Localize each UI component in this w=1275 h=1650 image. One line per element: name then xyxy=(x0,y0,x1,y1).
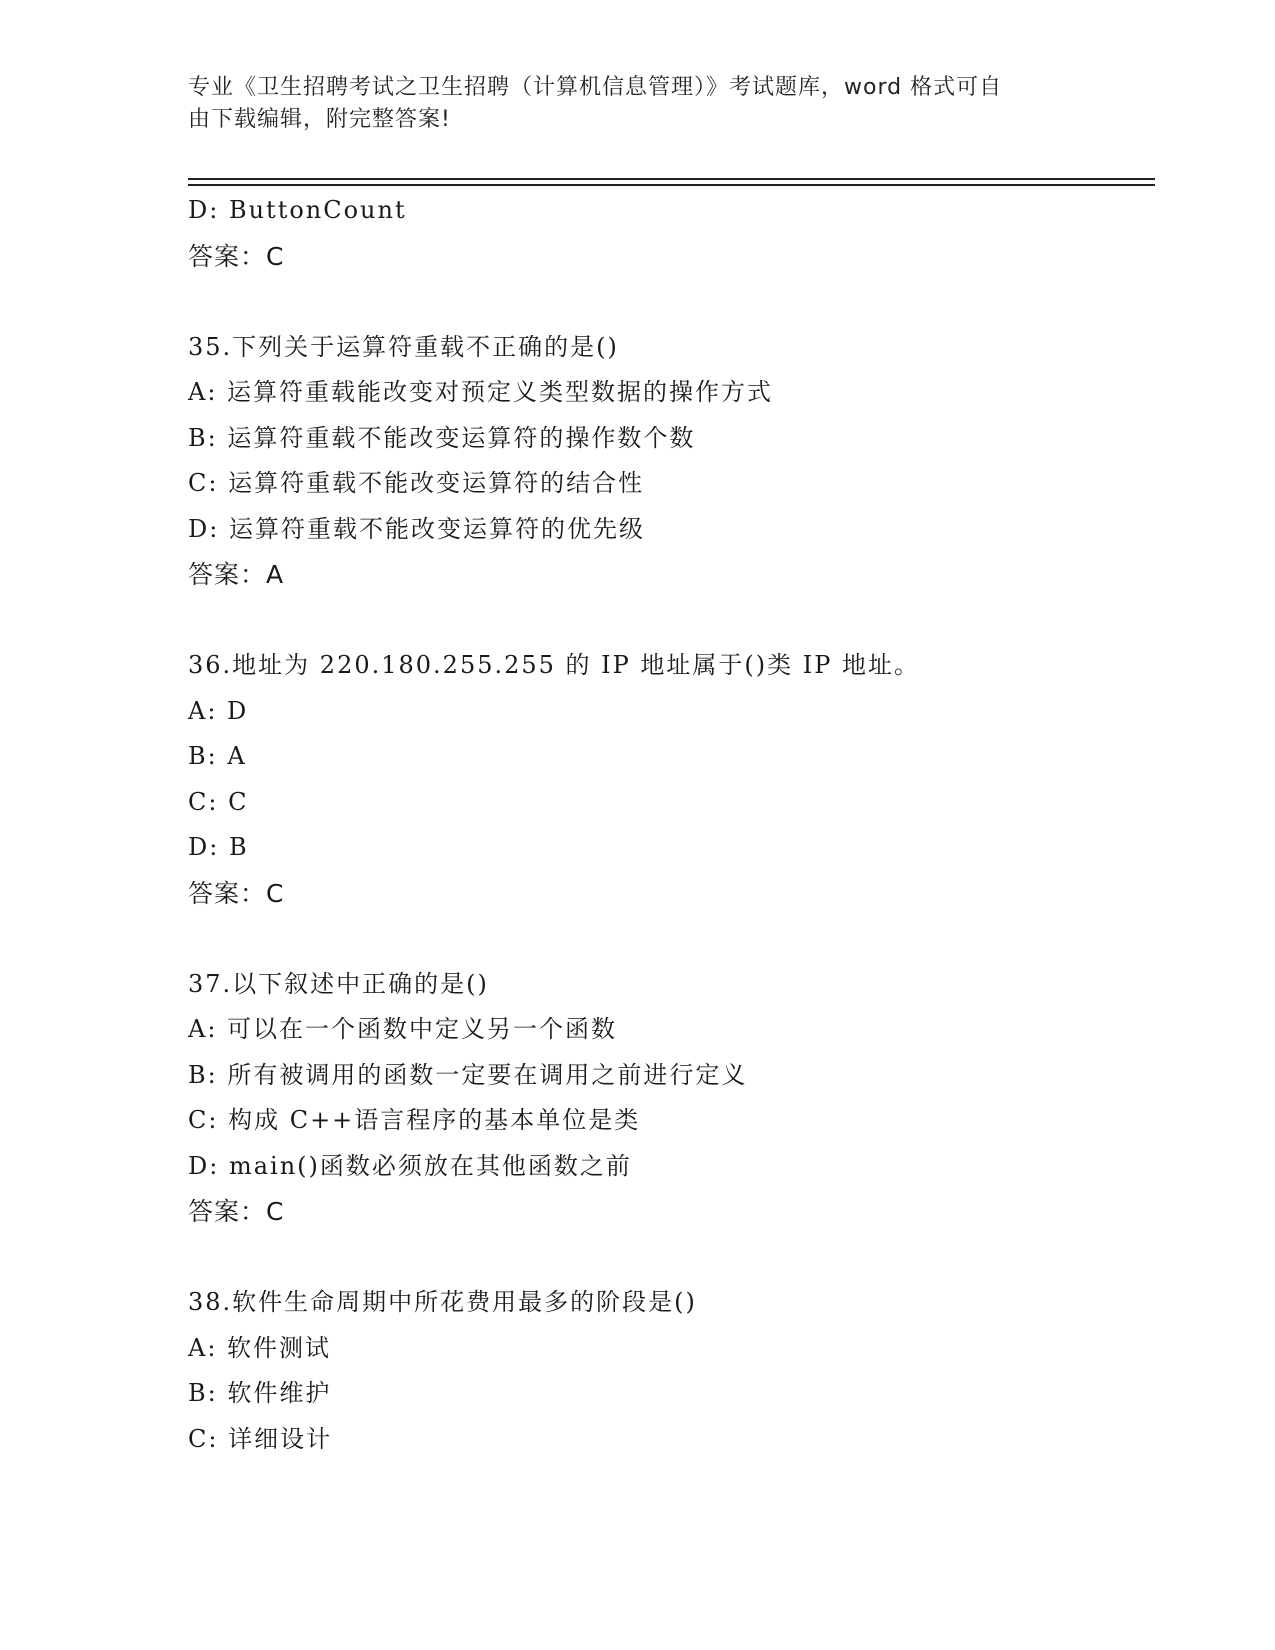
option-b: B: 所有被调用的函数一定要在调用之前进行定义 xyxy=(188,1060,748,1089)
question-stem: 35.下列关于运算符重载不正确的是() xyxy=(188,332,619,361)
question-37 xyxy=(188,962,1148,1235)
question-35 xyxy=(188,325,1148,598)
answer-line: 答案：C xyxy=(188,241,285,271)
question-36 xyxy=(188,643,1148,916)
header-line-1: 专业《卫生招聘考试之卫生招聘（计算机信息管理）》考试题库，word 格式可自 xyxy=(188,75,1003,100)
option-c: C: 构成 C++语言程序的基本单位是类 xyxy=(188,1106,641,1134)
option-b: B: 运算符重载不能改变运算符的操作数个数 xyxy=(188,423,696,452)
option-c: C: 详细设计 xyxy=(188,1424,333,1453)
answer-line: 答案：C xyxy=(188,878,285,908)
spacer xyxy=(188,916,1148,962)
answer-line: 答案：C xyxy=(188,1197,285,1226)
spacer xyxy=(188,598,1148,644)
option-a: A: 运算符重载能改变对预定义类型数据的操作方式 xyxy=(188,378,774,406)
header-line-2: 由下载编辑，附完整答案! xyxy=(188,107,451,132)
question-stem: 38.软件生命周期中所花费用最多的阶段是() xyxy=(188,1288,697,1316)
answer-line: 答案：A xyxy=(188,560,285,589)
option-d: D: B xyxy=(188,833,249,861)
header-divider-top xyxy=(188,178,1155,180)
option-a: A: D xyxy=(188,696,249,725)
spacer xyxy=(188,1235,1148,1281)
option-c: C: 运算符重载不能改变运算符的结合性 xyxy=(188,469,645,497)
question-stem: 37.以下叙述中正确的是() xyxy=(188,969,489,998)
question-stem: 36.地址为 220.180.255.255 的 IP 地址属于()类 IP 地址。 xyxy=(188,651,921,679)
spacer xyxy=(188,279,1148,325)
option-b: B: 软件维护 xyxy=(188,1379,332,1407)
option-c: C: C xyxy=(188,787,249,816)
document-header xyxy=(188,72,1068,136)
header-divider-bottom xyxy=(188,184,1155,186)
option-b: B: A xyxy=(188,742,247,770)
question-list xyxy=(188,188,1148,1462)
option-a: A: 软件测试 xyxy=(188,1333,332,1362)
question-38 xyxy=(188,1280,1148,1462)
option-d: D: ButtonCount xyxy=(188,196,407,224)
option-d: D: main()函数必须放在其他函数之前 xyxy=(188,1151,632,1180)
option-d: D: 运算符重载不能改变运算符的优先级 xyxy=(188,514,645,543)
option-a: A: 可以在一个函数中定义另一个函数 xyxy=(188,1015,618,1043)
